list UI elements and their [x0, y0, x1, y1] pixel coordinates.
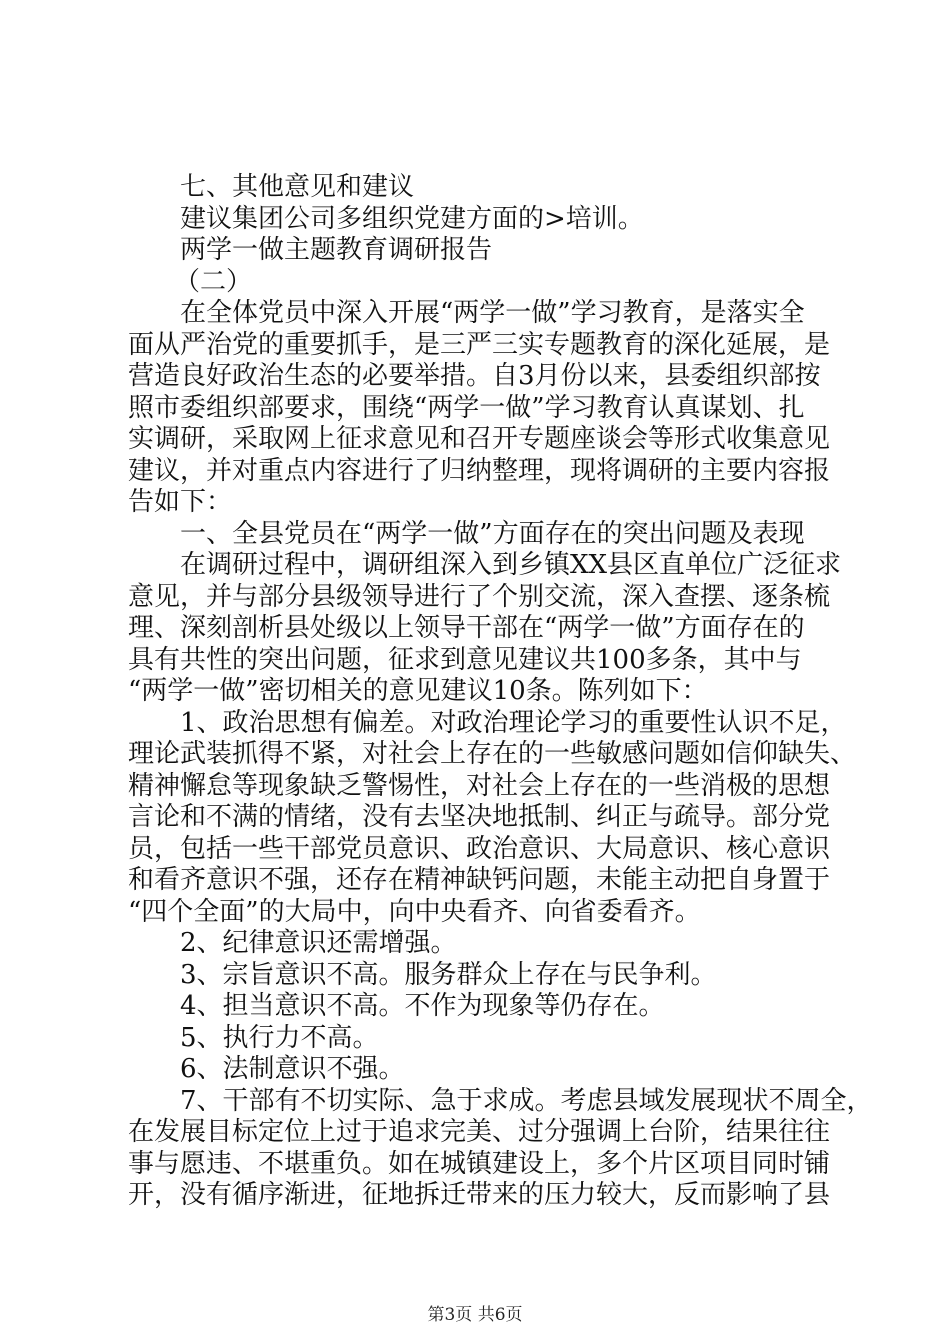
- list-item: 2、纪律意识还需增强。: [180, 928, 457, 958]
- section-heading: 一、全县党员在“两学一做”方面存在的突出问题及表现: [180, 518, 805, 549]
- paragraph-line: 实调研，采取网上征求意见和召开专题座谈会等形式收集意见: [128, 424, 831, 454]
- paragraph-line: 建议，并对重点内容进行了归纳整理，现将调研的主要内容报: [128, 455, 831, 486]
- section-heading: 七、其他意见和建议: [180, 172, 415, 202]
- paragraph-line: 理、深刻剖析县处级以上领导干部在“两学一做”方面存在的: [128, 613, 805, 643]
- paragraph-line: 开，没有循序渐进，征地拆迁带来的压力较大，反而影响了县: [128, 1180, 831, 1210]
- list-item: 5、执行力不高。: [180, 1022, 379, 1053]
- report-subtitle: （二）: [174, 266, 253, 297]
- paragraph-line: 精神懈怠等现象缺乏警惕性，对社会上存在的一些消极的思想: [128, 770, 831, 801]
- paragraph-line: 理论武装抓得不紧，对社会上存在的一些敏感问题如信仰缺失、: [128, 739, 857, 769]
- paragraph-line: 面从严治党的重要抓手，是三严三实专题教育的深化延展，是: [128, 329, 831, 360]
- paragraph-line: “两学一做”密切相关的意见建议10条。陈列如下：: [128, 676, 708, 706]
- list-item: 7、干部有不切实际、急于求成。考虑县域发展现状不周全，: [180, 1085, 873, 1116]
- page-footer: [0, 1300, 950, 1325]
- paragraph-line: 在调研过程中，调研组深入到乡镇XX县区直单位广泛征求: [180, 550, 842, 580]
- list-item: 6、法制意识不强。: [180, 1054, 405, 1084]
- list-item: 1、政治思想有偏差。对政治理论学习的重要性认识不足，: [180, 707, 847, 738]
- paragraph-line: 照市委组织部要求，围绕“两学一做”学习教育认真谋划、扎: [128, 392, 805, 423]
- paragraph-line: 言论和不满的情绪，没有去坚决地抵制、纠正与疏导。部分党: [128, 802, 831, 832]
- paragraph-line: 告如下：: [128, 487, 233, 517]
- paragraph-line: 和看齐意识不强，还存在精神缺钙问题，未能主动把自身置于: [128, 865, 831, 895]
- paragraph-line: 员，包括一些干部党员意识、政治意识、大局意识、核心意识: [128, 833, 831, 864]
- page-number-label: 第3页 共6页: [427, 1305, 523, 1325]
- paragraph-line: “四个全面”的大局中，向中央看齐、向省委看齐。: [128, 896, 701, 927]
- paragraph-line: 建议集团公司多组织党建方面的>培训。: [180, 203, 644, 234]
- paragraph-line: 在全体党员中深入开展“两学一做”学习教育，是落实全: [180, 298, 805, 328]
- paragraph-line: 在发展目标定位上过于追求完美、过分强调上台阶，结果往往: [128, 1117, 831, 1147]
- paragraph-line: 具有共性的突出问题，征求到意见建议共100多条，其中与: [128, 644, 802, 675]
- paragraph-line: 事与愿违、不堪重负。如在城镇建设上，多个片区项目同时铺: [128, 1148, 831, 1179]
- list-item: 3、宗旨意识不高。服务群众上存在与民争利。: [180, 959, 717, 990]
- paragraph-line: 意见，并与部分县级领导进行了个别交流，深入查摆、逐条梳: [128, 581, 831, 612]
- report-title: 两学一做主题教育调研报告: [180, 235, 493, 265]
- document-body: [128, 172, 873, 1212]
- paragraph-line: 营造良好政治生态的必要举措。自3月份以来，县委组织部按: [128, 361, 821, 391]
- list-item: 4、担当意识不高。不作为现象等仍存在。: [180, 991, 665, 1021]
